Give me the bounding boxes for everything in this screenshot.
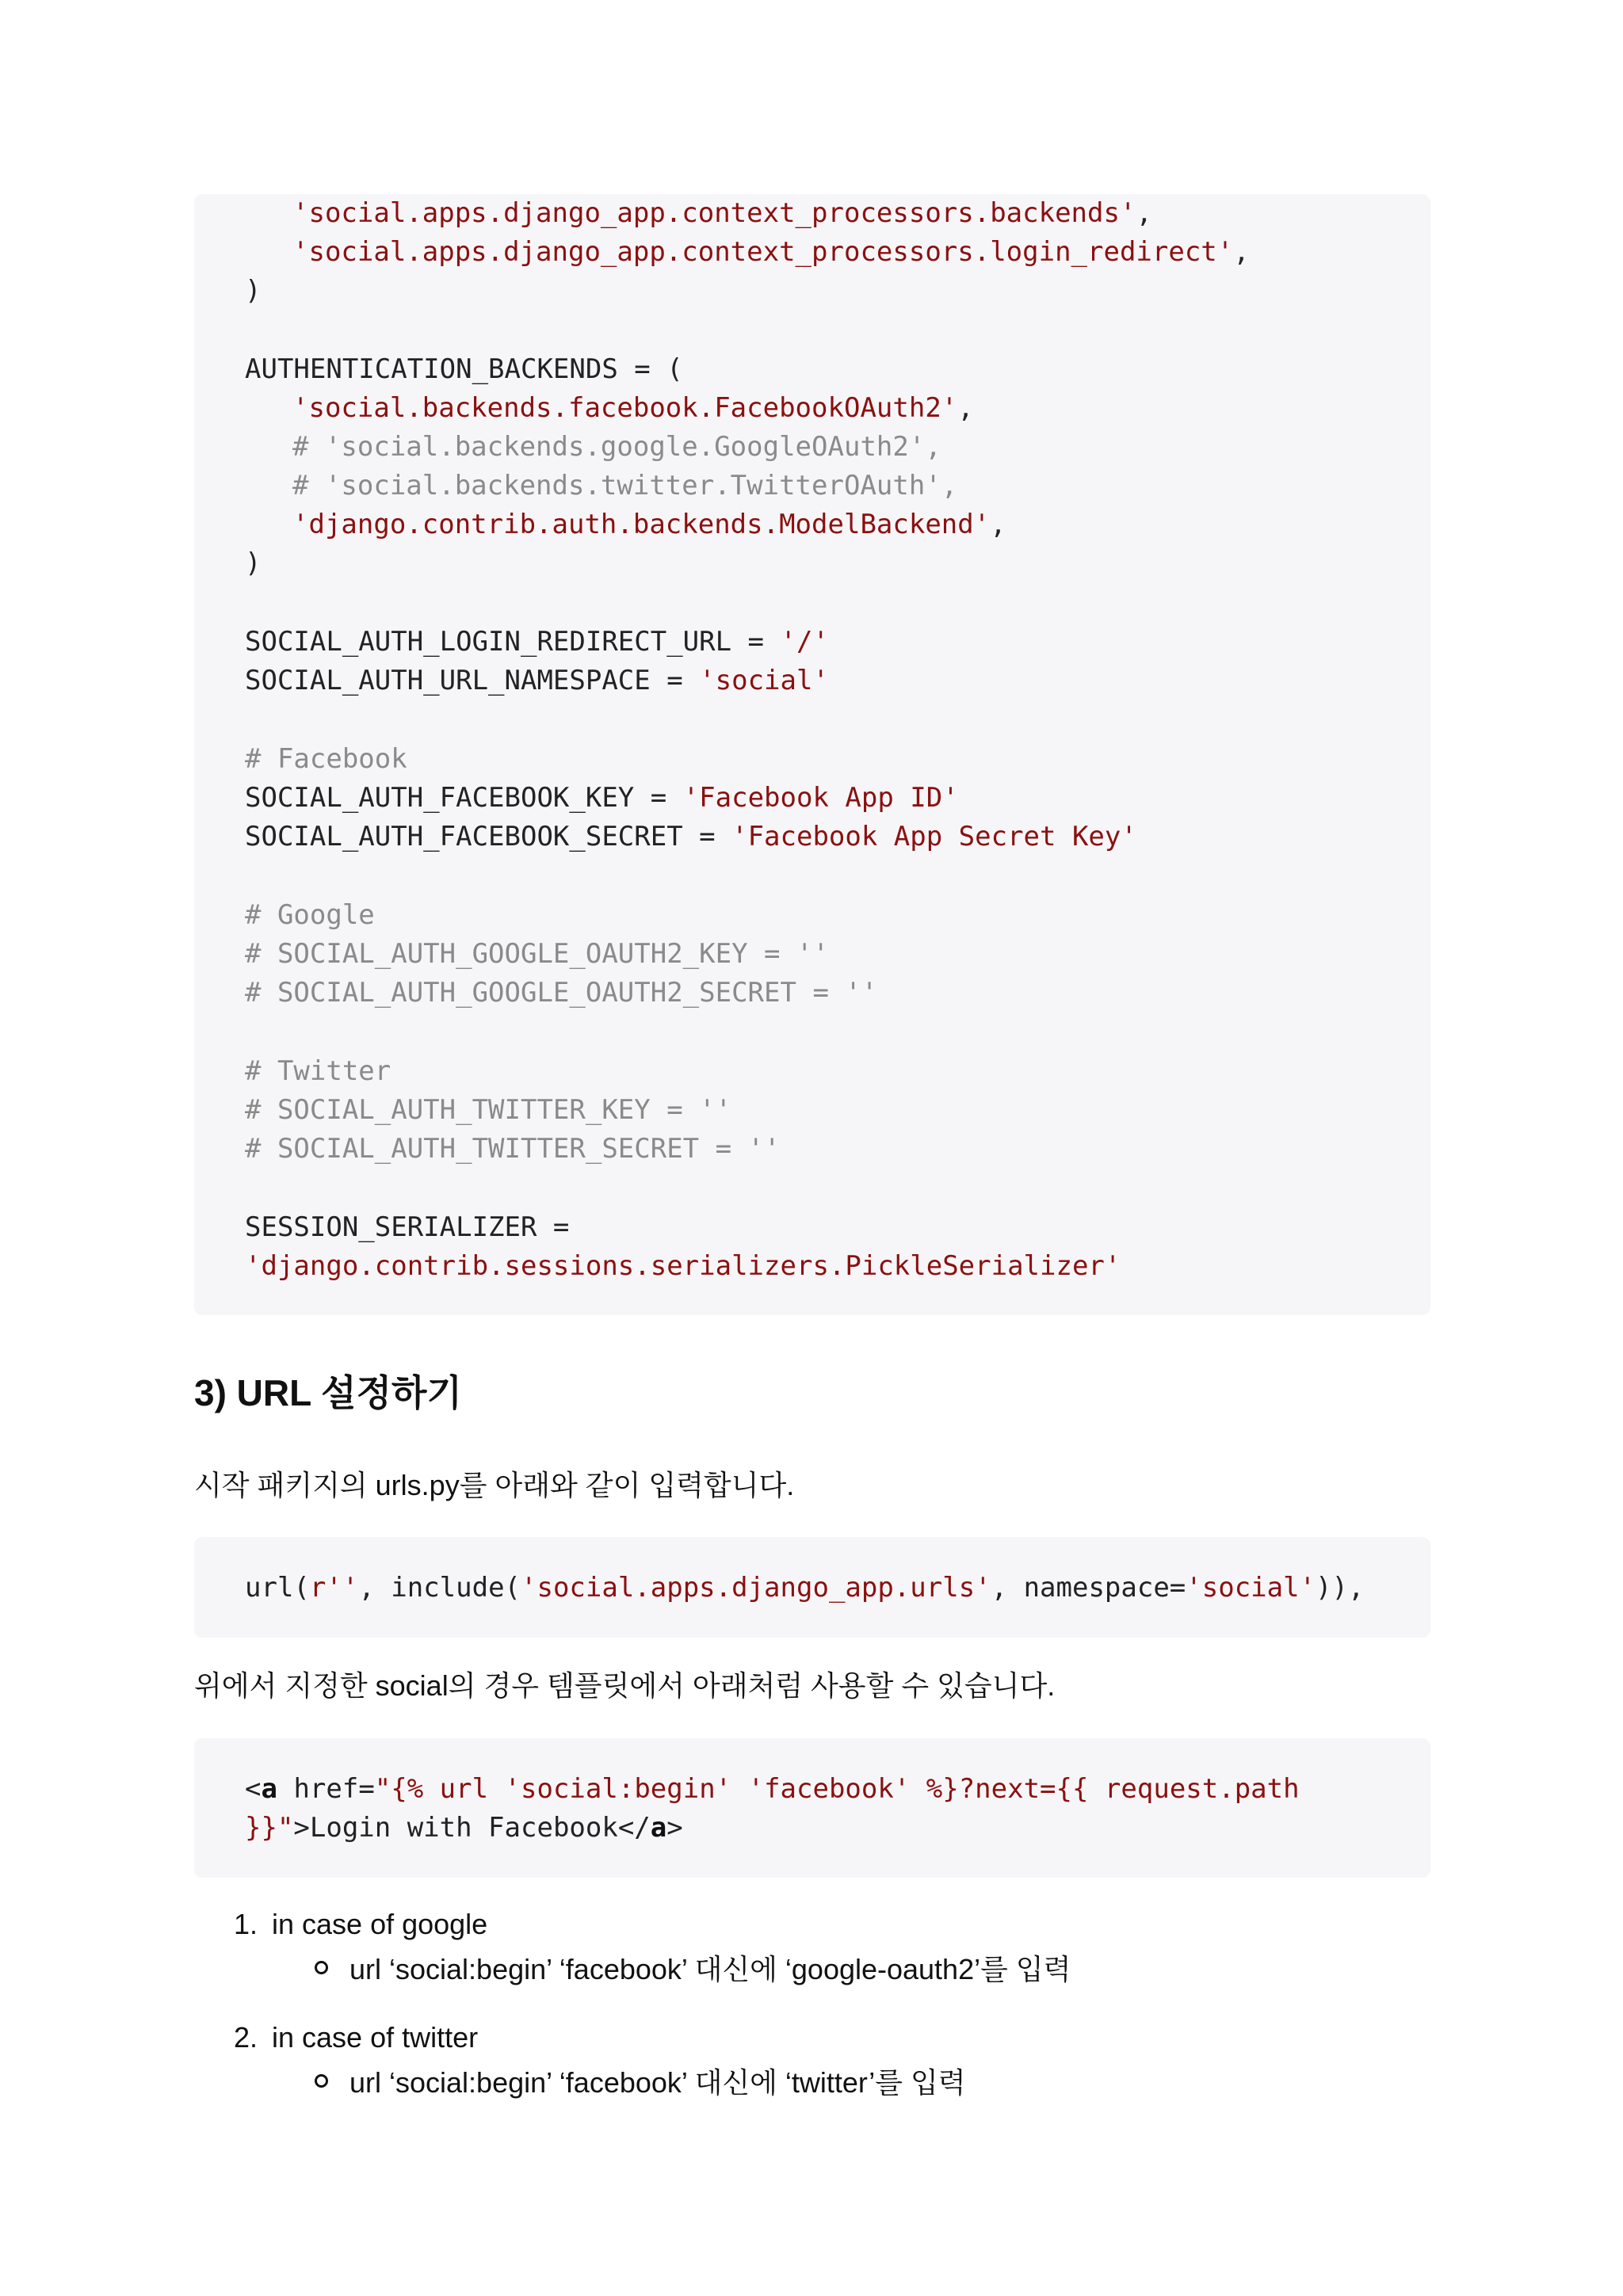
template-code-block <box>194 1738 1430 1878</box>
code-comment: # Google <box>245 899 375 931</box>
code-comment: # SOCIAL_AUTH_GOOGLE_OAUTH2_SECRET = '' <box>245 977 878 1009</box>
list-number: 2. <box>234 2021 258 2054</box>
section-heading: 3) URL 설정하기 <box>194 1372 462 1413</box>
code-line: SOCIAL_AUTH_URL_NAMESPACE = 'social' <box>245 665 829 696</box>
code-line: 'django.contrib.sessions.serializers.PickleSerializer' <box>245 1250 1121 1282</box>
bullet-icon <box>315 2074 328 2088</box>
code-line: ) <box>245 547 262 579</box>
code-line: AUTHENTICATION_BACKENDS = ( <box>245 353 683 385</box>
paragraph: 위에서 지정한 social의 경우 템플릿에서 아래처럼 사용할 수 있습니다. <box>194 1669 1056 1702</box>
code-line: SOCIAL_AUTH_LOGIN_REDIRECT_URL = '/' <box>245 626 829 658</box>
code-line: 'social.apps.django_app.context_processors.login_redirect', <box>292 236 1250 268</box>
code-comment: # 'social.backends.google.GoogleOAuth2', <box>292 431 941 463</box>
list-item: in case of twitter <box>272 2021 479 2054</box>
settings-code-block <box>194 194 1430 1315</box>
list-item: in case of google <box>272 1908 488 1940</box>
code-line: url(r'', include('social.apps.django_app.urls', namespace='social')), <box>245 1572 1365 1604</box>
code-comment: # Facebook <box>245 743 407 775</box>
sub-list-item: url ‘social:begin’ ‘facebook’ 대신에 ‘google-oauth2’를 입력 <box>349 1953 1071 1985</box>
code-line: SOCIAL_AUTH_FACEBOOK_KEY = 'Facebook App ID' <box>245 782 959 814</box>
code-line: SOCIAL_AUTH_FACEBOOK_SECRET = 'Facebook App Secret Key' <box>245 821 1137 852</box>
code-comment: # SOCIAL_AUTH_TWITTER_SECRET = '' <box>245 1133 781 1165</box>
code-comment: # 'social.backends.twitter.TwitterOAuth', <box>292 470 958 502</box>
code-line: 'social.apps.django_app.context_processors.backends', <box>292 197 1152 229</box>
list-number: 1. <box>234 1908 258 1940</box>
sub-list-item: url ‘social:begin’ ‘facebook’ 대신에 ‘twitter’를 입력 <box>349 2066 966 2099</box>
urls-code-block <box>194 1537 1430 1638</box>
code-line: 'django.contrib.auth.backends.ModelBackend', <box>292 509 1006 540</box>
bullet-icon <box>315 1961 328 1974</box>
code-line: 'social.backends.facebook.FacebookOAuth2', <box>292 392 974 424</box>
code-line: ) <box>245 275 262 307</box>
code-comment: # Twitter <box>245 1055 391 1087</box>
code-line: <a href="{% url 'social:begin' 'facebook' %}?next={{ request.path <box>245 1773 1300 1805</box>
paragraph: 시작 패키지의 urls.py를 아래와 같이 입력합니다. <box>194 1469 795 1501</box>
code-comment: # SOCIAL_AUTH_TWITTER_KEY = '' <box>245 1094 732 1126</box>
code-comment: # SOCIAL_AUTH_GOOGLE_OAUTH2_KEY = '' <box>245 938 829 970</box>
code-line: }}">Login with Facebook</a> <box>245 1812 683 1844</box>
code-line: SESSION_SERIALIZER = <box>245 1211 570 1243</box>
